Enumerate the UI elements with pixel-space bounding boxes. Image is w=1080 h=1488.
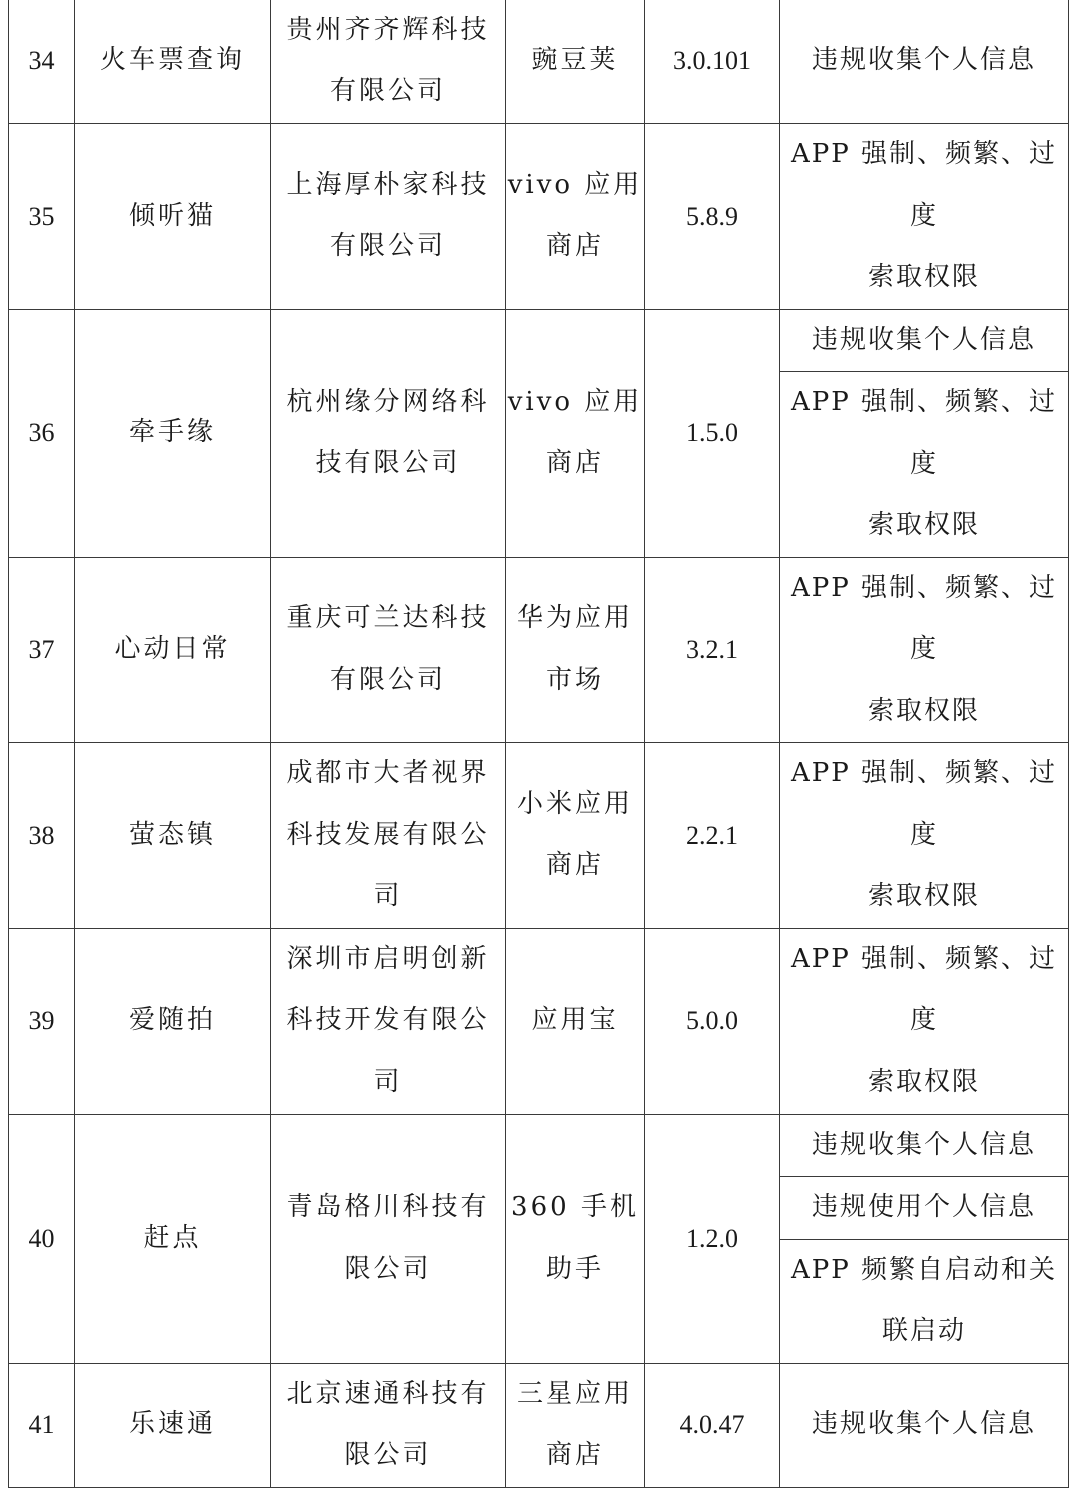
app-version: 4.0.47 <box>679 1410 745 1440</box>
violation-cell <box>780 1239 1069 1363</box>
row-number: 40 <box>28 1223 55 1253</box>
table-row <box>9 1114 1069 1177</box>
app-name: 心动日常 <box>114 634 231 664</box>
app-store: 360 手机 助手 <box>511 1192 639 1284</box>
app-version: 5.8.9 <box>686 201 738 231</box>
app-version-cell <box>645 124 780 310</box>
violation-cell <box>780 309 1069 372</box>
app-version-cell <box>645 309 780 557</box>
developer: 贵州齐齐辉科技 有限公司 <box>286 14 490 106</box>
developer-cell <box>271 743 506 929</box>
app-version-cell <box>645 1114 780 1363</box>
violation-text: 违规收集个人信息 <box>811 45 1036 76</box>
table-row <box>9 557 1069 743</box>
violation-text: APP 强制、频繁、过度 索取权限 <box>790 943 1058 1097</box>
app-name-cell <box>75 557 271 743</box>
row-number: 41 <box>28 1410 55 1440</box>
app-store: 小米应用 商店 <box>516 788 633 881</box>
app-version: 2.2.1 <box>686 820 738 850</box>
app-version: 1.5.0 <box>686 418 738 448</box>
violation-text: APP 频繁自启动和关 联启动 <box>790 1254 1058 1346</box>
app-store-cell <box>506 309 645 557</box>
app-name: 赶点 <box>143 1222 202 1253</box>
row-number-cell <box>9 1363 75 1487</box>
table-body <box>9 0 1069 1487</box>
row-number: 35 <box>28 201 55 231</box>
violation-text: APP 强制、频繁、过度 索取权限 <box>790 139 1058 292</box>
app-version: 3.2.1 <box>686 635 738 664</box>
app-name-cell <box>75 1114 271 1363</box>
app-name-cell <box>75 309 271 557</box>
developer: 北京速通科技有 限公司 <box>286 1378 490 1470</box>
row-number: 38 <box>28 820 55 850</box>
app-name-cell <box>75 0 271 124</box>
violation-cell <box>780 1114 1069 1177</box>
developer-cell <box>271 1114 506 1363</box>
app-store: vivo 应用 商店 <box>507 386 643 478</box>
violation-cell <box>780 928 1069 1114</box>
developer-cell <box>271 309 506 557</box>
app-name: 牵手缘 <box>128 417 216 448</box>
developer: 深圳市启明创新 科技开发有限公 司 <box>286 943 490 1097</box>
developer: 青岛格川科技有 限公司 <box>286 1192 490 1284</box>
violation-cell <box>780 0 1069 124</box>
row-number-cell <box>9 309 75 557</box>
violation-text: APP 强制、频繁、过度 索取权限 <box>790 758 1058 911</box>
app-name-cell <box>75 124 271 310</box>
app-version-cell <box>645 743 780 929</box>
violation-cell <box>780 1177 1069 1240</box>
table-row <box>9 309 1069 372</box>
developer-cell <box>271 124 506 310</box>
app-store-cell <box>506 557 645 743</box>
app-version-cell <box>645 557 780 743</box>
app-store: vivo 应用 商店 <box>507 169 643 262</box>
app-name: 火车票查询 <box>99 45 245 76</box>
developer: 杭州缘分网络科 技有限公司 <box>286 386 490 478</box>
table-row <box>9 743 1069 929</box>
app-name: 爱随拍 <box>128 1005 216 1036</box>
developer-cell <box>271 0 506 124</box>
row-number-cell <box>9 1114 75 1363</box>
app-store-cell <box>506 124 645 310</box>
app-name-cell <box>75 1363 271 1487</box>
row-number-cell <box>9 557 75 743</box>
app-version: 5.0.0 <box>686 1006 738 1036</box>
app-name: 乐速通 <box>128 1409 216 1440</box>
violation-text: APP 强制、频繁、过度 索取权限 <box>790 572 1058 726</box>
app-store: 三星应用 商店 <box>516 1378 633 1470</box>
row-number-cell <box>9 124 75 310</box>
row-number-cell <box>9 928 75 1114</box>
app-violation-table <box>8 0 1069 1488</box>
app-store: 华为应用 市场 <box>516 603 633 695</box>
app-version-cell <box>645 1363 780 1487</box>
row-number-cell <box>9 0 75 124</box>
row-number: 34 <box>28 46 55 76</box>
developer: 重庆可兰达科技 有限公司 <box>286 603 490 695</box>
row-number: 37 <box>28 635 55 664</box>
app-name-cell <box>75 743 271 929</box>
app-version-cell <box>645 0 780 124</box>
developer: 成都市大者视界 科技发展有限公 司 <box>286 758 490 911</box>
app-version: 3.0.101 <box>673 46 751 76</box>
row-number: 36 <box>28 418 55 448</box>
developer: 上海厚朴家科技 有限公司 <box>286 169 490 262</box>
app-name: 倾听猫 <box>128 200 216 231</box>
row-number-cell <box>9 743 75 929</box>
violation-text: 违规收集个人信息 <box>811 1409 1036 1440</box>
violation-text: APP 强制、频繁、过度 索取权限 <box>790 387 1058 540</box>
app-name: 萤态镇 <box>128 819 216 850</box>
violation-cell <box>780 743 1069 929</box>
app-version-cell <box>645 928 780 1114</box>
violation-cell <box>780 124 1069 310</box>
violation-cell <box>780 372 1069 558</box>
app-store: 豌豆荚 <box>531 45 619 76</box>
app-name-cell <box>75 928 271 1114</box>
violation-text: 违规收集个人信息 <box>811 324 1036 355</box>
violation-cell <box>780 1363 1069 1487</box>
violation-text: 违规收集个人信息 <box>811 1129 1036 1160</box>
violation-text: 违规使用个人信息 <box>811 1192 1036 1222</box>
table-row <box>9 124 1069 310</box>
table-row <box>9 0 1069 124</box>
app-store-cell <box>506 928 645 1114</box>
developer-cell <box>271 928 506 1114</box>
app-version: 1.2.0 <box>686 1223 738 1253</box>
app-store-cell <box>506 0 645 124</box>
developer-cell <box>271 1363 506 1487</box>
row-number: 39 <box>28 1006 55 1036</box>
app-store-cell <box>506 1363 645 1487</box>
developer-cell <box>271 557 506 743</box>
app-store-cell <box>506 743 645 929</box>
table-row <box>9 1363 1069 1487</box>
table-row <box>9 928 1069 1114</box>
app-store: 应用宝 <box>531 1005 619 1036</box>
violation-cell <box>780 557 1069 743</box>
app-store-cell <box>506 1114 645 1363</box>
